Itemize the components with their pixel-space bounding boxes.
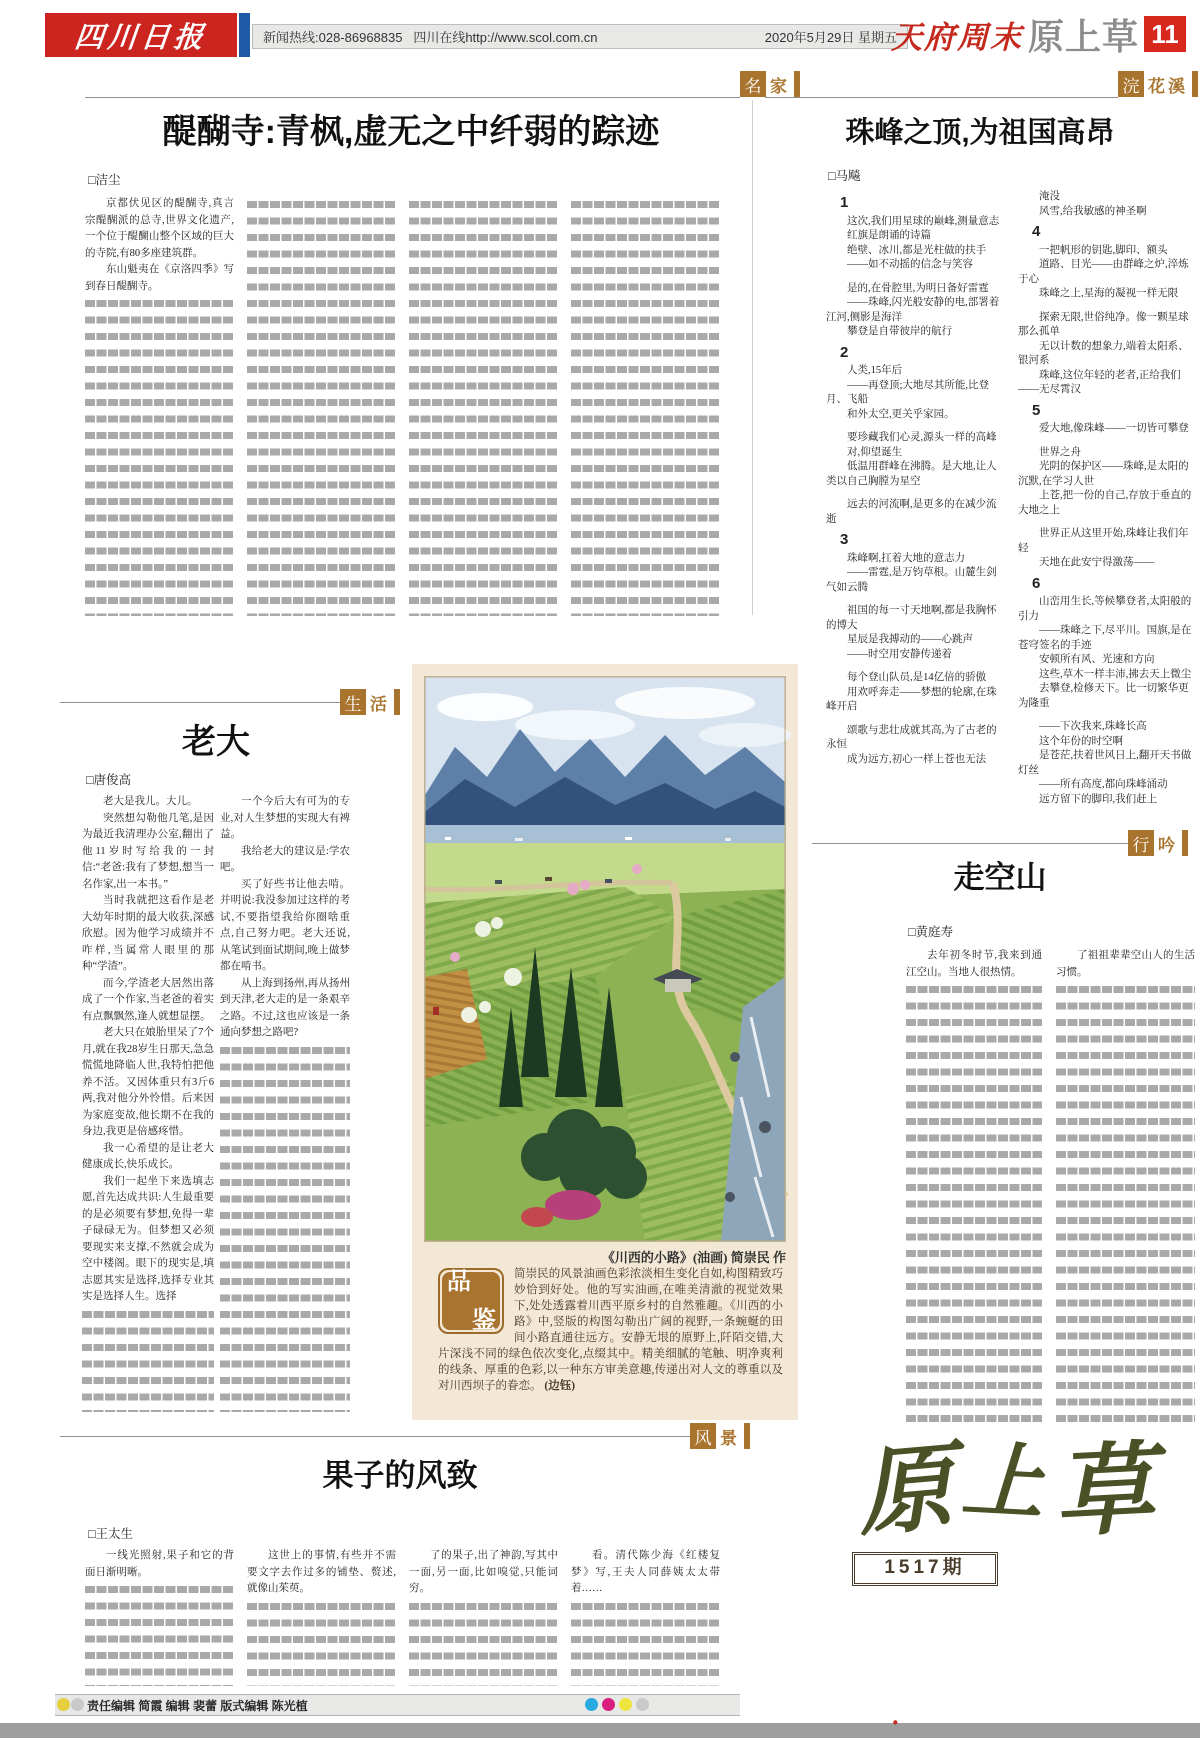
- section-tag-huanhuaxi: 浣 花溪: [1118, 71, 1198, 97]
- section-rule-fengjing: [60, 1436, 690, 1437]
- hotline-text: 新闻热线:028-86968835 四川在线http://www.scol.com.cn: [263, 30, 598, 45]
- poem-line: 低温用群峰在沸腾。是大地,让人类以自己胸膛为星空: [826, 461, 997, 487]
- section-rule-huanhuaxi: [765, 97, 1118, 98]
- poem-line: 光阴的保护区——珠峰,是太阳的沉默,在学习人世: [1018, 461, 1189, 487]
- poem-line: 远去的河流啊,是更多的在减少流逝: [826, 499, 997, 525]
- byline-jiechen: □洁尘: [88, 173, 121, 187]
- masthead-info-bar: [252, 24, 908, 49]
- poem-line: ——时空用安静传递着: [847, 648, 952, 660]
- stanza-gap: [826, 273, 1004, 282]
- stanza-gap: [826, 595, 1004, 604]
- section-rule-shenghuo: [60, 702, 340, 703]
- painting-illustration: [425, 677, 785, 1241]
- poem-line: 这些,草木一样丰沛,拂去天上微尘: [1039, 668, 1192, 680]
- poem-line: 人类,15年后: [847, 365, 903, 376]
- unreadable-text-block: [906, 986, 1042, 1422]
- byline-wangtaisheng: □王太生: [88, 1527, 134, 1541]
- poem-line: 道路、目光——由群峰之炉,淬炼于心: [1018, 259, 1189, 285]
- page-number-badge: 11: [1144, 16, 1186, 52]
- column-divider: [752, 100, 753, 615]
- unreadable-text-block: [85, 300, 234, 616]
- poem-line: 是的,在骨腔里,为明日备好雷霆: [847, 282, 989, 294]
- article-title-tihusi: 醍醐寺:青枫,虚无之中纤弱的踪迹: [162, 113, 660, 151]
- masthead-logo-stripe: [239, 13, 250, 57]
- body-paragraph: 这世上的事情,有些并不需要文字去作过多的铺垫、赘述,就像山茱萸。: [247, 1550, 396, 1594]
- unreadable-text-block: [82, 1311, 214, 1413]
- body-paragraph: 了祖祖辈辈空山人的生活习惯。: [1056, 950, 1195, 978]
- article-body-column: [85, 196, 234, 616]
- unreadable-text-block: [85, 1586, 234, 1686]
- registration-dot-icon: [71, 1698, 84, 1711]
- body-paragraph: 一线光照射,果子和它的背面日渐明晰。: [85, 1550, 234, 1578]
- registration-dot-icon: [585, 1698, 598, 1711]
- body-paragraph: 我给老大的建议是:学农吧。: [220, 845, 350, 873]
- poem-line: 星辰是我搏动的——心跳声: [847, 634, 973, 645]
- article-body-column: [409, 196, 558, 616]
- stanza-number: 6: [1032, 574, 1041, 592]
- poem-line: 无以计数的想象力,端着太阳系、银河系: [1018, 340, 1189, 366]
- registration-dot-icon: [636, 1698, 649, 1711]
- poem-line: ——下次我来,珠峰长高: [1039, 721, 1147, 732]
- poem-line: 去攀登,检修天下。比一切繁华更为隆重: [1018, 683, 1189, 709]
- body-paragraph: 了的果子,出了神韵,写其中一面,另一面,比如嗅觉,只能词穷。: [409, 1550, 558, 1594]
- unreadable-text-block: [571, 201, 720, 616]
- brand-weekly-title: 天府周末: [890, 19, 1023, 55]
- unreadable-text-block: [247, 1603, 396, 1687]
- body-paragraph: 老大是我儿。大儿。: [103, 796, 198, 807]
- body-paragraph: 看。清代陈少海《红楼复梦》写,王夫人同薛姨太太带着……: [571, 1550, 720, 1594]
- poem-line: 攀登是自带彼岸的航行: [847, 326, 952, 337]
- article-title-zoukongshan: 走空山: [953, 860, 1047, 895]
- body-paragraph: 而今,学渣老大居然出落成了一个作家,当老爸的着实有点飘飘然,逢人就想显摆。: [82, 977, 214, 1022]
- body-paragraph: 京都伏见区的醍醐寺,真言宗醍醐派的总寺,世界文化遗产,一个位于醍醐山整个区域的巨大的寺院,有80多座建筑群。: [85, 198, 234, 259]
- article-body-column: [906, 948, 1042, 1422]
- calligraphy-yuanshangcao: 原 上 草: [853, 1434, 1157, 1550]
- brand-separator: ·: [890, 1708, 900, 1737]
- poem-line: 一把帆形的钥匙,脚印、额头: [1039, 244, 1168, 256]
- poem-line: 天地在此安宁得激荡——: [1039, 557, 1155, 568]
- poem-line: ——雷霆,是万钧草根。山麓生剑气如云腾: [826, 567, 997, 593]
- section-tag-mingjia: 名 家: [740, 71, 800, 97]
- masthead-logo-text: 四川日报: [73, 21, 209, 54]
- poem-line: 世界之舟: [1039, 446, 1081, 458]
- byline-huangtingshou: □黄庭寿: [908, 925, 954, 939]
- poem-line: 对,仰望诞生: [847, 446, 903, 458]
- article-body-column: [82, 794, 214, 1412]
- brand-section-title: 原上草: [1027, 15, 1139, 57]
- unreadable-text-block: [571, 1603, 720, 1687]
- section-tag-shenghuo: 生 活: [340, 689, 400, 715]
- poem-line: 和外太空,更关乎家园。: [847, 408, 955, 420]
- painting-caption: 《川西的小路》(油画) 简崇民 作: [601, 1250, 786, 1265]
- date-text: 2020年5月29日 星期五: [764, 30, 897, 45]
- poem-line: ——如不动摇的信念与笑容: [847, 259, 973, 270]
- poem-title-zhufeng: 珠峰之顶,为祖国高昂: [845, 117, 1115, 149]
- oil-painting-image: [424, 676, 786, 1242]
- section-rule-mingjia: [85, 97, 740, 98]
- article-body-column: [571, 1548, 720, 1686]
- section-rule-xingyin: [812, 843, 1128, 844]
- unreadable-text-block: [247, 201, 396, 616]
- painting-review: [438, 1266, 783, 1416]
- pinjian-seal-icon: 品 鉴: [438, 1268, 504, 1334]
- poem-line: 安顿所有风、光速和方向: [1039, 654, 1155, 665]
- poem-line: ——所有高度,都向珠峰涌动: [1039, 779, 1168, 790]
- poem-line: 爱大地,像珠峰——一切皆可攀登: [1039, 423, 1189, 434]
- byline-tangjungao: □唐俊高: [86, 773, 132, 787]
- poem-line: 祖国的每一寸天地啊,都是我胸怀的博大: [826, 605, 997, 631]
- registration-dot-icon: [57, 1698, 70, 1711]
- stanza-number: 2: [840, 343, 849, 361]
- poem-column: [826, 190, 1004, 784]
- website-text: 四川在线http://www.scol.com.cn: [413, 30, 598, 45]
- masthead-logo: [45, 13, 237, 57]
- poem-line: ——珠峰之下,尽平川。国旗,是在苍穹签名的手迹: [1018, 625, 1192, 651]
- stanza-number: 1: [840, 194, 849, 211]
- stanza-gap: [826, 489, 1004, 498]
- poem-line: ——再登顶;大地尽其所能,比登月、飞船: [826, 379, 990, 405]
- article-body-column: [247, 196, 396, 616]
- article-body-column: [1056, 948, 1195, 1422]
- poem-line: 要珍藏我们心灵,源头一样的高峰: [847, 432, 997, 443]
- stanza-gap: [826, 715, 1004, 724]
- byline-mabiao: □马飚: [828, 169, 861, 183]
- article-body-column: [571, 196, 720, 616]
- issue-number-box: 1517期: [852, 1552, 998, 1586]
- body-paragraph: 去年初冬时节,我来到通江空山。当地人很热情。: [906, 950, 1042, 978]
- poem-body: [826, 190, 1196, 805]
- poem-column: [1018, 190, 1196, 805]
- article-body-column: [220, 794, 350, 1412]
- body-paragraph: 东山魁夷在《京洛四季》写到春日醍醐寺。: [85, 264, 234, 292]
- unreadable-text-block: [220, 1047, 350, 1413]
- poem-line: 珠峰啊,扛着大地的意志力: [847, 552, 966, 564]
- article-title-guozi: 果子的风致: [322, 1458, 478, 1493]
- body-paragraph: 买了好些书让他去啃。并明说:我没参加过这样的考试,不要指望我给你圈啥重点,自己努力吧。老大还说,从笔试到面试期间,晚上做梦都在啃书。: [220, 878, 350, 972]
- article-title-laoda: 老大: [182, 723, 250, 761]
- poem-line: 世界正从这里开始,珠峰让我们年轻: [1018, 528, 1189, 554]
- reviewer-name: (边钰): [544, 1380, 576, 1392]
- stanza-number: 3: [840, 531, 849, 548]
- stanza-number: 4: [1032, 223, 1041, 240]
- stanza-gap: [826, 662, 1004, 671]
- stanza-number: 5: [1032, 401, 1041, 419]
- stanza-gap: [1018, 302, 1196, 311]
- poem-line: 淹没: [1039, 191, 1060, 202]
- body-paragraph: 一个今后大有可为的专业,对人生梦想的实现大有裨益。: [220, 796, 350, 840]
- poem-line: 珠峰,这位年轻的老者,正给我们——无尽霄汉: [1018, 369, 1181, 395]
- poem-line: 远方留下的脚印,我们赶上: [1039, 793, 1158, 805]
- registration-dot-icon: [619, 1698, 632, 1711]
- body-paragraph: 老大只在娘胎里呆了7个月,就在我28岁生日那天,急急慌慌地降临人世,我特怕把他养不活。又因体重只有3斤6两,我对他分外怜惜。后来因为家庭变故,他长期不在我的身边,我更是倍感疼惜。: [82, 1027, 214, 1137]
- poem-line: 上苍,把一份的自己,存放于垂直的大地之上: [1018, 490, 1192, 516]
- article-body-column: [85, 1548, 234, 1686]
- poem-line: 风雪,给我敏感的神圣啊: [1039, 205, 1147, 217]
- poem-line: 每个登山队员,是14亿倍的骄傲: [847, 672, 987, 683]
- poem-line: 这次,我们用星球的巅峰,测量意志: [847, 215, 1000, 227]
- poem-line: 成为远方,初心一样上苍也无法: [847, 753, 987, 765]
- body-paragraph: 从上海到扬州,再从扬州到天津,老大走的是一条艰辛之路。不过,这也应该是一条通向梦想之路吧?: [220, 977, 350, 1038]
- article-body-column: [409, 1548, 558, 1686]
- section-tag-xingyin: 行 吟: [1128, 830, 1188, 856]
- poem-line: 探索无限,世俗纯净。像一颗星球那么孤单: [1018, 311, 1189, 337]
- body-paragraph: 我们一起坐下来选填志愿,首先达成共识:人生最重要的是必须要有梦想,免得一辈子碌碌无为。但梦想又必须要现实来支撑,不然就会成为空中楼阁。眼下的现实是,填志愿其实是选择,选择专业其实是选择人生。选择: [82, 1175, 214, 1302]
- body-paragraph: 突然想勾勒他几笔,是因为最近我清理办公室,翻出了他11岁时写给我的一封信:“老爸:我有了梦想,想当一名作家,出一本书。”: [82, 812, 214, 890]
- article-body-column: [247, 1548, 396, 1686]
- body-paragraph: 当时我就把这看作是老大幼年时期的最大收获,深感欣慰。因为他学习成绩并不咋样,当属常人眼里的那种“学渣”。: [82, 895, 214, 972]
- article-body-tihusi: [85, 196, 737, 616]
- stanza-gap: [1018, 437, 1196, 446]
- article-body-guozi: [85, 1548, 737, 1686]
- unreadable-text-block: [1056, 986, 1195, 1422]
- poem-line: 是苍茫,扶着世风日上,翻开天书做灯丝: [1018, 750, 1192, 776]
- poem-line: 红旗是朗诵的诗篇: [847, 230, 931, 241]
- stanza-gap: [826, 422, 1004, 431]
- editors-text: 责任编辑 简霞 编辑 裴蕾 版式编辑 陈光植: [87, 1698, 308, 1713]
- body-paragraph: 我一心希望的是让老大健康成长,快乐成长。: [82, 1142, 214, 1170]
- stanza-gap: [1018, 711, 1196, 720]
- section-tag-fengjing: 风 景: [690, 1423, 750, 1449]
- stanza-gap: [1018, 518, 1196, 527]
- poem-line: 颂歌与悲壮成就其高,为了古老的永恒: [826, 724, 997, 750]
- poem-line: 用欢呼奔走——梦想的轮廓,在珠峰开启: [826, 686, 997, 712]
- poem-line: 绝壁、冰川,都是光柱做的扶手: [847, 244, 987, 256]
- registration-dot-icon: [602, 1698, 615, 1711]
- poem-line: ——珠峰,闪光般安静的电,部署着江河,侧影是海洋: [826, 297, 1000, 323]
- unreadable-text-block: [409, 201, 558, 616]
- unreadable-text-block: [409, 1603, 558, 1687]
- poem-line: 这个年份的时空啊: [1039, 735, 1123, 747]
- review-text: 简崇民的风景油画色彩浓淡相生变化自如,构图精致巧妙恰到好处。他的写实油画,在唯美清澈的视觉效果下,处处透露着川西平原乡村的自然雅趣。《川西的小路》中,竖版的构图勾勒出广阔的视野,一条蜿蜒的田间小路直通往远方。安静无垠的原野上,阡陌交错,大片深浅不同的绿色依次变化,点缀其中。精美细腻的笔触、明净爽利的线条、厚重的色彩,以一种东方审美意趣,传递出对人文的尊重以及对川西坝子的眷恋。: [438, 1268, 783, 1392]
- poem-line: 珠峰之上,星海的凝视一样无限: [1039, 288, 1179, 299]
- poem-line: 山峦用生长,等候攀登者,太阳般的引力: [1018, 596, 1192, 622]
